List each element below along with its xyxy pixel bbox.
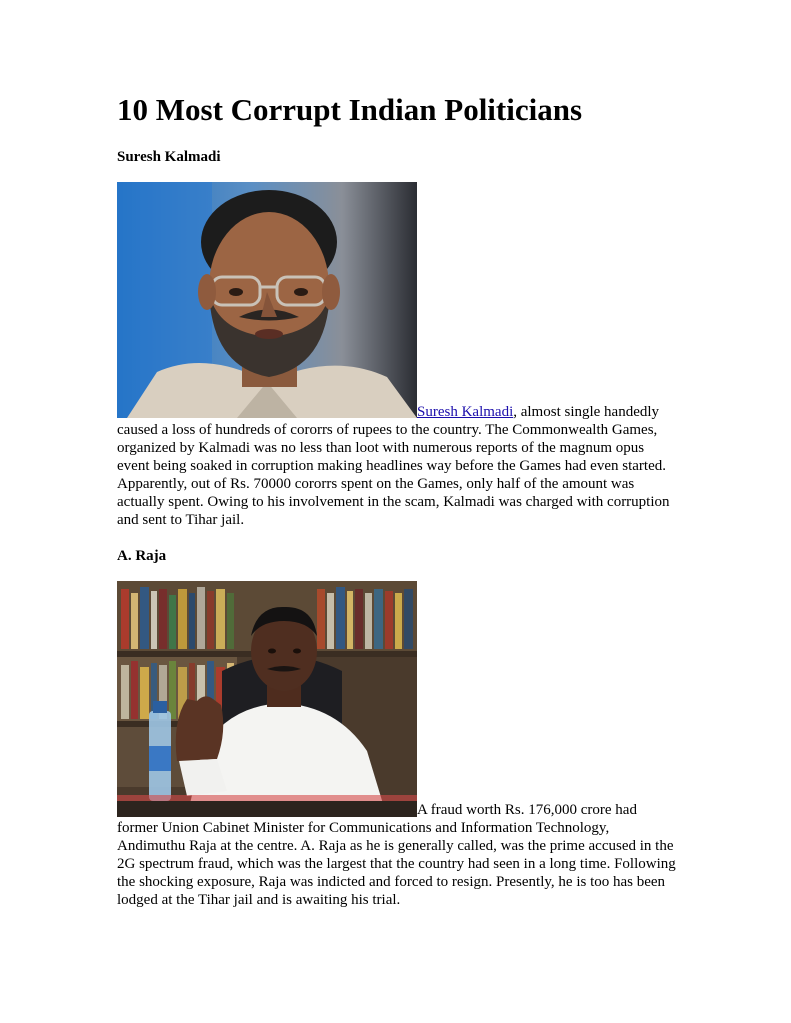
paragraph-kalmadi-body: caused a loss of hundreds of cororrs of rupees to the country. The Commonwealth Games, organized by Kalmadi was no less than loot with numerous reports of the magnum opus event being soaked in corruption making headlines way before the Games had even started. Apparently, out of Rs. 70000 cororrs spent on the Games, only half of the amount was actually spent. Owing to his involvement in the scam, Kalmadi was charged with corruption and sent to Tihar jail. [117,422,670,528]
page-title: 10 Most Corrupt Indian Politicians [117,92,583,127]
photo-suresh-kalmadi [117,182,417,418]
section-heading-kalmadi: Suresh Kalmadi [117,149,221,165]
photo-a-raja [117,581,417,817]
paragraph-raja-first-line: A fraud worth Rs. 176,000 crore had [417,802,637,818]
section-heading-raja: A. Raja [117,548,167,564]
paragraph-raja-body: former Union Cabinet Minister for Communications and Information Technology, Andimuthu Raja at the centre. A. Raja as he is generally called, was the prime accused in the 2G spectrum fraud, which was the largest that the country had seen in a long time. Following the shocking exposure, Raja was indicted and forced to resign. Presently, he is too has been lodged at the Tihar jail and is awaiting his trial. [117,820,676,908]
paragraph-kalmadi-first-line: , almost single handedly [513,404,660,420]
paragraph-kalmadi [117,403,677,529]
link-suresh-kalmadi[interactable]: Suresh Kalmadi [417,404,514,420]
paragraph-raja [117,801,677,909]
